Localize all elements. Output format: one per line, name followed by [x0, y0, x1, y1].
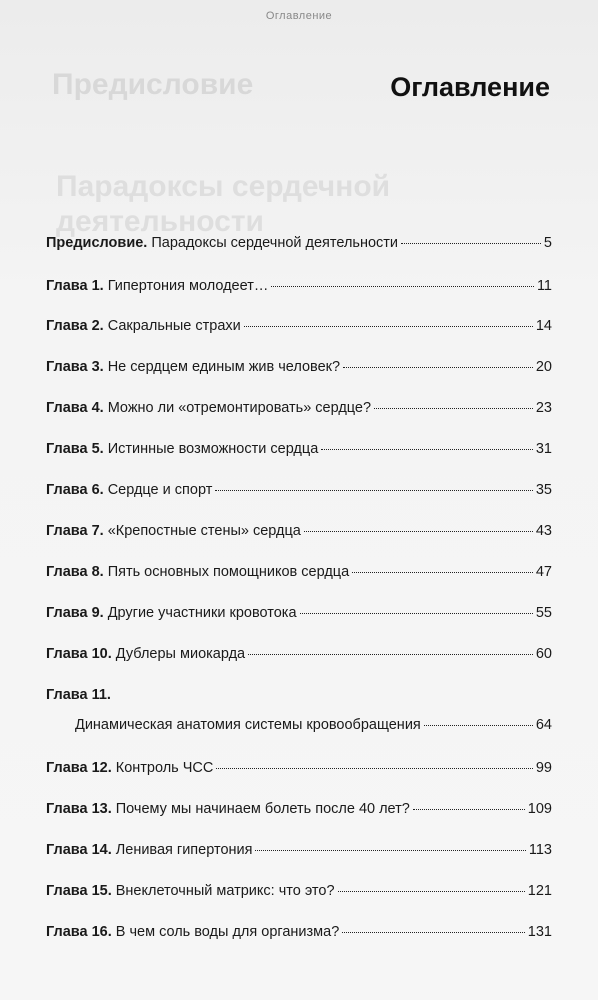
- toc-entry-chapter-16[interactable]: [46, 923, 552, 941]
- bleed-through-text: деятельности: [56, 205, 264, 238]
- leader-dots: [352, 572, 533, 573]
- toc-entry-chapter-2[interactable]: [46, 317, 552, 335]
- toc-entry-title: Пять основных помощников сердца: [107, 564, 350, 580]
- toc-entry-title: Гипертония молодеет…: [107, 278, 269, 294]
- leader-dots: [374, 408, 533, 409]
- leader-dots: [342, 932, 525, 933]
- toc-entry-label: Глава 9.: [46, 605, 104, 621]
- toc-entry-title: Ленивая гипертония: [115, 842, 253, 858]
- toc-entry-label: Глава 5.: [46, 441, 104, 457]
- leader-dots: [216, 768, 532, 769]
- toc-entry-label: Глава 7.: [46, 523, 104, 539]
- toc-entry-page: 20: [535, 359, 552, 375]
- bleed-through-text: Предисловие: [52, 68, 254, 101]
- toc-entry-label: Глава 14.: [46, 842, 112, 858]
- leader-dots: [401, 243, 541, 244]
- toc-entry-label: Глава 13.: [46, 801, 112, 817]
- toc-entry-label: Предисловие.: [46, 235, 148, 251]
- toc-entry-chapter-3[interactable]: [46, 358, 552, 376]
- toc-entry-chapter-8[interactable]: [46, 563, 552, 581]
- toc-entry-page: 60: [535, 646, 552, 662]
- toc-entry-chapter-9[interactable]: [46, 604, 552, 622]
- toc-entry-label: Глава 8.: [46, 564, 104, 580]
- leader-dots: [215, 490, 533, 491]
- toc-entry-label: Глава 2.: [46, 318, 104, 334]
- leader-dots: [244, 326, 533, 327]
- toc-entry-page: 35: [535, 482, 552, 498]
- toc-entry-title: Можно ли «отремонтировать» сердце?: [107, 400, 372, 416]
- toc-entry-page: 5: [543, 235, 552, 251]
- toc-entry-label: Глава 15.: [46, 883, 112, 899]
- toc-entry-chapter-10[interactable]: [46, 645, 552, 663]
- toc-entry-page: 11: [536, 278, 552, 294]
- leader-dots: [304, 531, 533, 532]
- toc-entry-title: Истинные возможности сердца: [107, 441, 319, 457]
- toc-entry-label: Глава 11.: [46, 687, 111, 703]
- toc-entry-page: 43: [535, 523, 552, 539]
- toc-entry-chapter-14[interactable]: [46, 841, 552, 859]
- toc-entry-label: Глава 3.: [46, 359, 104, 375]
- leader-dots: [424, 725, 533, 726]
- leader-dots: [413, 809, 525, 810]
- bleed-through-text: Парадоксы сердечной: [56, 170, 391, 203]
- page-title: Оглавление: [390, 72, 550, 102]
- toc-entry-title: В чем соль воды для организма?: [115, 924, 340, 940]
- toc-entry-page: 121: [527, 883, 552, 899]
- toc-entry-page: 55: [535, 605, 552, 621]
- toc-entry-chapter-5[interactable]: [46, 440, 552, 458]
- toc-entry-preface[interactable]: [46, 234, 552, 252]
- toc-entry-chapter-12[interactable]: [46, 759, 552, 777]
- leader-dots: [300, 613, 533, 614]
- toc-entry-title: Другие участники кровотока: [107, 605, 297, 621]
- leader-dots: [248, 654, 533, 655]
- toc-entry-page: 31: [535, 441, 552, 457]
- leader-dots: [321, 449, 533, 450]
- running-head: Оглавление: [265, 10, 333, 22]
- toc-entry-title: Сердце и спорт: [107, 482, 213, 498]
- toc-entry-chapter-15[interactable]: [46, 882, 552, 900]
- toc-entry-title: Парадоксы сердечной деятельности: [151, 235, 399, 251]
- leader-dots: [255, 850, 525, 851]
- toc-entry-label: Глава 1.: [46, 278, 104, 294]
- toc-entry-label: Глава 16.: [46, 924, 112, 940]
- toc-entry-chapter-4[interactable]: [46, 399, 552, 417]
- toc-entry-page: 23: [535, 400, 552, 416]
- toc-entry-chapter-11[interactable]: [46, 686, 552, 734]
- toc-entry-page: 99: [535, 760, 552, 776]
- toc-entry-label: Глава 10.: [46, 646, 112, 662]
- leader-dots: [343, 367, 533, 368]
- toc-entry-chapter-13[interactable]: [46, 800, 552, 818]
- toc-entry-title: Дублеры миокарда: [115, 646, 246, 662]
- toc-entry-title: «Крепостные стены» сердца: [107, 523, 301, 539]
- toc-entry-chapter-7[interactable]: [46, 522, 552, 540]
- toc-entry-page: 113: [528, 842, 552, 858]
- toc-entry-chapter-1[interactable]: [46, 277, 552, 295]
- toc-entry-page: 131: [527, 924, 552, 940]
- toc-entry-title: Контроль ЧСС: [115, 760, 214, 776]
- toc-entry-title: Сакральные страхи: [107, 318, 241, 334]
- toc-entry-label: Глава 4.: [46, 400, 104, 416]
- leader-dots: [271, 286, 534, 287]
- toc-entry-page: 64: [535, 717, 552, 733]
- toc-entry-page: 14: [535, 318, 552, 334]
- toc-entry-title: Почему мы начинаем болеть после 40 лет?: [115, 801, 410, 817]
- toc-entry-page: 109: [527, 801, 552, 817]
- toc-entry-label: Глава 6.: [46, 482, 104, 498]
- toc-entry-label: Глава 12.: [46, 760, 112, 776]
- toc-entry-title: Не сердцем единым жив человек?: [107, 359, 341, 375]
- toc-entry-chapter-6[interactable]: [46, 481, 552, 499]
- leader-dots: [338, 891, 525, 892]
- toc-entry-page: 47: [535, 564, 552, 580]
- toc-entry-title: Динамическая анатомия системы кровообращения: [75, 717, 421, 733]
- toc-entry-title: Внеклеточный матрикс: что это?: [115, 883, 335, 899]
